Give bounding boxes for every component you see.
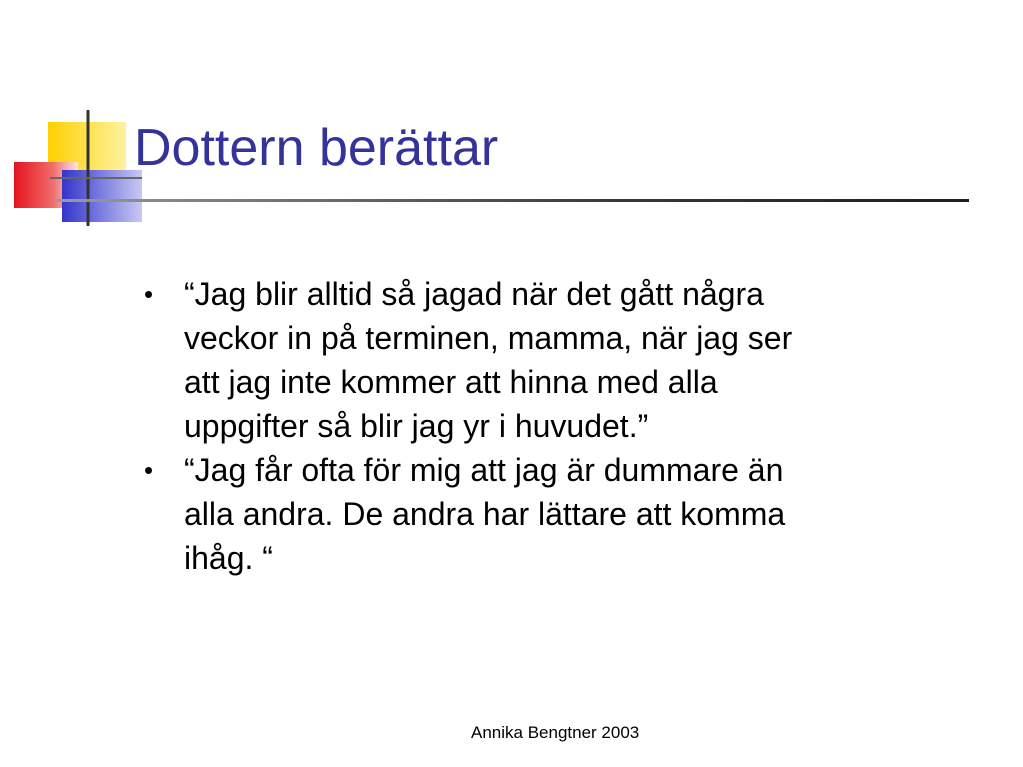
slide-footer: Annika Bengtner 2003 [471,723,640,742]
bullet-text: “Jag får ofta för mig att jag är dummare än alla andra. De andra har lättare att komma ihåg. “ [184,452,786,576]
bullet-glyph: • [144,279,154,309]
title-underline [56,199,969,202]
slide-title: Dottern berättar [134,119,499,177]
bullet-glyph: • [144,455,154,485]
bullet-item-1 [142,272,992,448]
bullet-list [142,272,992,580]
bullet-text: “Jag blir alltid så jagad när det gått några veckor in på terminen, mamma, när jag ser att jag inte kommer att hinna med alla uppgifter så blir jag yr i huvudet.” [184,276,793,444]
bullet-item-2 [142,448,992,580]
